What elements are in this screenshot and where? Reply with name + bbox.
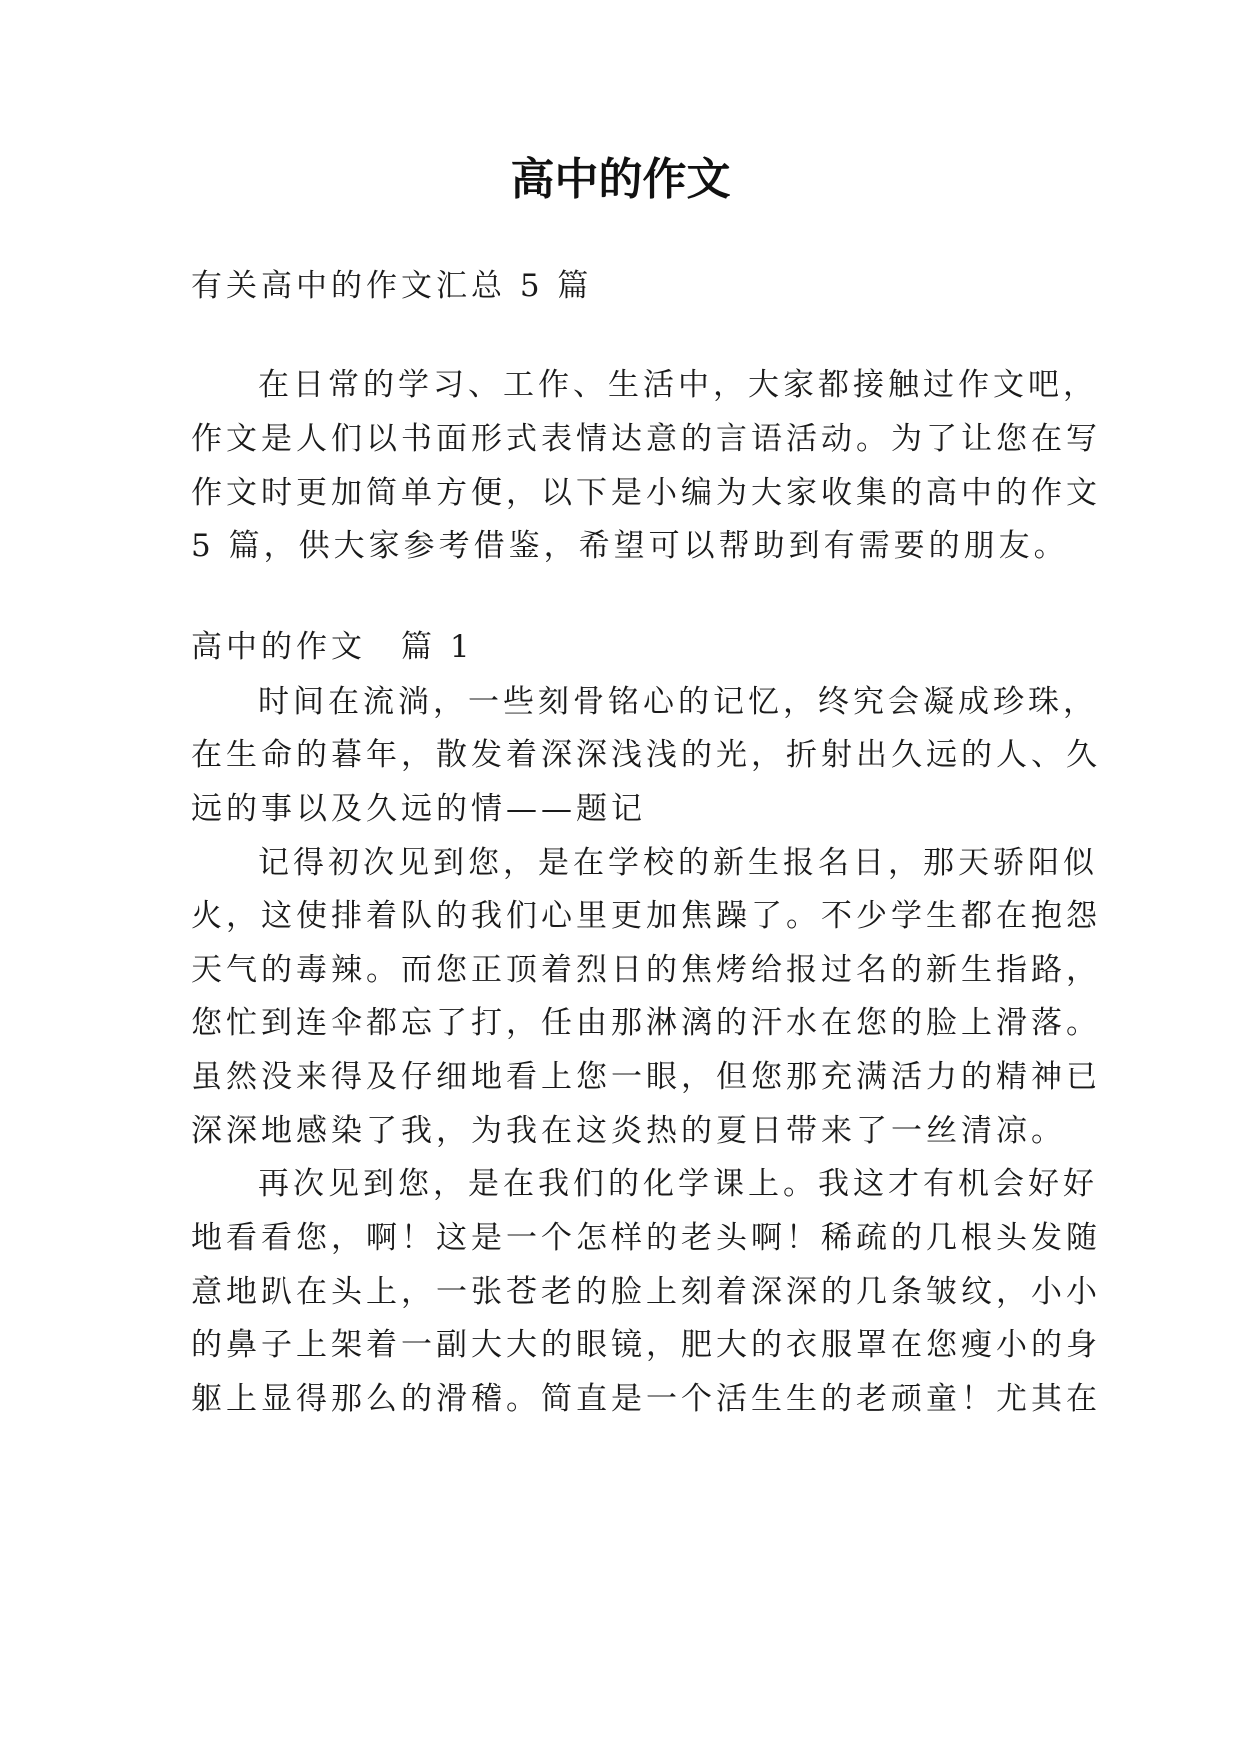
document-title: 高中的作文 — [510, 154, 731, 205]
body-line: 您忙到连伞都忘了打，任由那淋漓的汗水在您的脸上滑落。 — [191, 1005, 1101, 1041]
body-line: 在生命的暮年，散发着深深浅浅的光，折射出久远的人、久 — [191, 737, 1101, 773]
intro-line: 5 篇，供大家参考借鉴，希望可以帮助到有需要的朋友。 — [191, 528, 1069, 564]
intro-line: 作文时更加简单方便，以下是小编为大家收集的高中的作文 — [191, 475, 1101, 511]
body-line: 地看看您，啊！这是一个怎样的老头啊！稀疏的几根头发随 — [191, 1220, 1101, 1256]
body-line: 远的事以及久远的情——题记 — [191, 791, 646, 827]
body-line: 再次见到您，是在我们的化学课上。我这才有机会好好 — [258, 1166, 1098, 1202]
body-line: 深深地感染了我，为我在这炎热的夏日带来了一丝清凉。 — [191, 1113, 1066, 1149]
intro-line: 在日常的学习、工作、生活中，大家都接触过作文吧， — [258, 367, 1098, 403]
body-line: 记得初次见到您，是在学校的新生报名日，那天骄阳似 — [258, 845, 1098, 881]
body-line: 躯上显得那么的滑稽。简直是一个活生生的老顽童！尤其在 — [191, 1381, 1101, 1417]
section-heading: 高中的作文 篇 1 — [191, 629, 474, 665]
document-subtitle: 有关高中的作文汇总 5 篇 — [191, 268, 593, 304]
body-line: 虽然没来得及仔细地看上您一眼，但您那充满活力的精神已 — [191, 1059, 1101, 1095]
body-line: 天气的毒辣。而您正顶着烈日的焦烤给报过名的新生指路， — [191, 952, 1101, 988]
body-line: 时间在流淌，一些刻骨铭心的记忆，终究会凝成珍珠， — [258, 684, 1098, 720]
body-line: 的鼻子上架着一副大大的眼镜，肥大的衣服罩在您瘦小的身 — [191, 1327, 1101, 1363]
intro-line: 作文是人们以书面形式表情达意的言语活动。为了让您在写 — [191, 421, 1101, 457]
body-line: 火，这使排着队的我们心里更加焦躁了。不少学生都在抱怨 — [191, 898, 1101, 934]
body-line: 意地趴在头上，一张苍老的脸上刻着深深的几条皱纹，小小 — [191, 1274, 1101, 1310]
